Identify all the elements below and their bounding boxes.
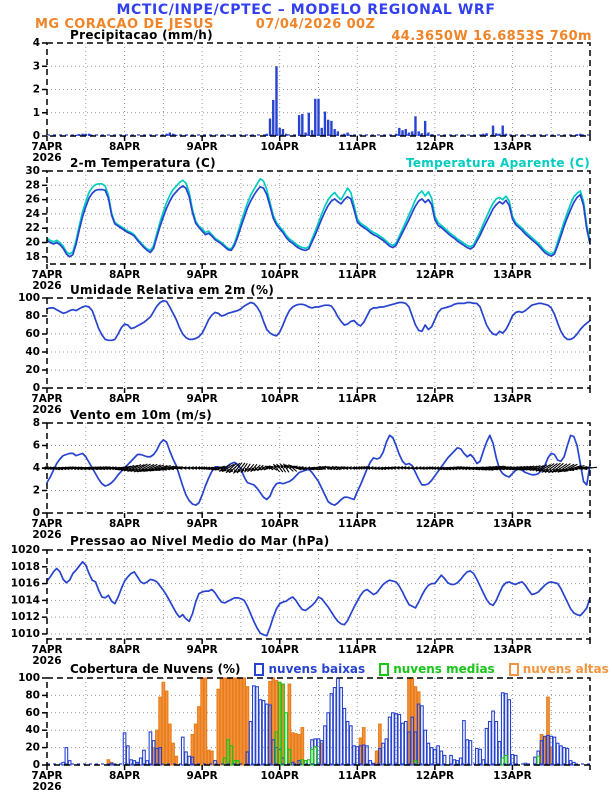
- x-day-label: 7APR: [31, 518, 63, 530]
- y-tick-label: 100: [18, 292, 40, 304]
- x-day-label: 13APR: [493, 393, 532, 405]
- x-day-label: 10APR: [260, 644, 299, 656]
- y-tick-label: 1018: [10, 560, 40, 573]
- y-tick-label: 20: [25, 364, 40, 376]
- y-tick-label: 40: [25, 724, 40, 737]
- y-tick-label: 24: [25, 207, 40, 220]
- high-clouds-legend-label: nuvens altas: [522, 662, 609, 676]
- station-name: MG CORACAO DE JESUS: [35, 17, 214, 32]
- x-day-label: 11APR: [338, 269, 377, 281]
- panel-frame: [47, 171, 590, 264]
- y-tick-label: 1010: [10, 627, 40, 640]
- x-day-label: 12APR: [415, 141, 455, 153]
- run-datetime: 07/04/2026 00Z: [255, 17, 376, 32]
- y-tick-label: 28: [25, 179, 40, 192]
- x-day-label: 7APR: [31, 644, 63, 656]
- y-tick-label: 60: [25, 328, 40, 340]
- x-day-label: 13APR: [493, 269, 532, 281]
- panel-1: [25, 165, 590, 292]
- mid-clouds-legend-label: nuvens medias: [393, 662, 495, 676]
- panel-title-pressure: Pressao ao Nivel Medio do Mar (hPa): [70, 534, 330, 548]
- x-year-label: 2026: [32, 655, 62, 667]
- x-year-label: 2026: [32, 280, 62, 292]
- y-tick-label: 8: [32, 417, 40, 429]
- x-day-label: 13APR: [493, 770, 532, 782]
- x-day-label: 13APR: [493, 644, 532, 656]
- x-day-label: 8APR: [108, 269, 141, 281]
- y-tick-label: 0: [32, 759, 40, 771]
- panel-5: [18, 672, 590, 792]
- x-day-label: 8APR: [108, 393, 141, 405]
- x-day-label: 13APR: [493, 141, 532, 153]
- panel-4: [11, 544, 590, 667]
- y-tick-label: 1014: [10, 594, 40, 607]
- x-day-label: 7APR: [31, 141, 63, 153]
- x-day-label: 7APR: [31, 770, 63, 782]
- x-day-label: 9APR: [186, 644, 218, 656]
- y-tick-label: 3: [32, 60, 40, 73]
- x-year-label: 2026: [32, 404, 62, 416]
- x-day-label: 9APR: [186, 770, 218, 782]
- y-tick-label: 4: [32, 462, 40, 474]
- y-tick-label: 60: [25, 706, 40, 719]
- y-tick-label: 0: [32, 382, 40, 394]
- x-day-label: 12APR: [415, 518, 455, 530]
- y-tick-label: 6: [32, 439, 40, 452]
- model-title: MCTIC/INPE/CPTEC – MODELO REGIONAL WRF: [116, 2, 496, 18]
- y-tick-label: 30: [25, 165, 40, 177]
- panel-title-apparent-temperature: Temperatura Aparente (C): [405, 156, 590, 170]
- y-tick-label: 1012: [10, 611, 40, 624]
- x-day-label: 9APR: [186, 518, 218, 530]
- x-day-label: 12APR: [415, 269, 455, 281]
- panel-frame: [47, 678, 590, 765]
- x-day-label: 8APR: [108, 770, 141, 782]
- y-tick-label: 22: [25, 222, 40, 235]
- y-tick-label: 20: [25, 236, 40, 249]
- x-day-label: 9APR: [186, 269, 218, 281]
- x-day-label: 11APR: [338, 644, 377, 656]
- panel-title-cloud-cover: Cobertura de Nuvens (%): [70, 662, 241, 676]
- y-tick-label: 1: [32, 106, 40, 119]
- x-day-label: 8APR: [108, 518, 141, 530]
- x-year-label: 2026: [32, 781, 62, 792]
- y-tick-label: 4: [32, 37, 40, 49]
- x-day-label: 8APR: [108, 644, 141, 656]
- panel-3: [31, 417, 597, 541]
- x-year-label: 2026: [32, 152, 62, 164]
- x-day-label: 11APR: [338, 770, 377, 782]
- panel-title-precipitation: Precipitacao (mm/h): [70, 28, 213, 42]
- x-day-label: 12APR: [415, 644, 455, 656]
- y-tick-label: 26: [25, 193, 40, 206]
- y-tick-label: 2: [32, 83, 40, 96]
- y-tick-label: 0: [32, 507, 40, 519]
- x-day-label: 9APR: [186, 393, 218, 405]
- x-day-label: 10APR: [260, 770, 299, 782]
- x-day-label: 7APR: [31, 393, 63, 405]
- panel-0: [31, 37, 590, 164]
- panel-title-humidity: Umidade Relativa em 2m (%): [70, 283, 275, 297]
- panel-2: [18, 292, 590, 416]
- panel-title-temperature: 2-m Temperatura (C): [70, 156, 216, 170]
- x-day-label: 7APR: [31, 269, 63, 281]
- x-day-label: 11APR: [338, 393, 377, 405]
- y-tick-label: 100: [18, 672, 40, 684]
- low-clouds-legend-label: nuvens baixas: [268, 662, 366, 676]
- location-coordinates: 44.3650W 16.6853S 760m: [391, 29, 592, 44]
- x-day-label: 8APR: [108, 141, 141, 153]
- x-day-label: 10APR: [260, 518, 299, 530]
- x-day-label: 9APR: [186, 141, 218, 153]
- y-tick-label: 1016: [10, 577, 40, 590]
- y-tick-label: 80: [25, 689, 40, 702]
- x-year-label: 2026: [32, 529, 62, 541]
- y-tick-label: 40: [25, 346, 40, 358]
- x-day-label: 12APR: [415, 393, 455, 405]
- y-tick-label: 2: [32, 484, 40, 497]
- x-day-label: 13APR: [493, 518, 532, 530]
- x-day-label: 11APR: [338, 141, 377, 153]
- y-tick-label: 1020: [10, 544, 40, 556]
- x-day-label: 12APR: [415, 770, 455, 782]
- panel-title-wind: Vento em 10m (m/s): [70, 408, 213, 422]
- y-tick-label: 0: [32, 130, 40, 142]
- y-tick-label: 80: [25, 310, 40, 322]
- x-day-label: 10APR: [260, 269, 299, 281]
- x-day-label: 10APR: [260, 141, 299, 153]
- y-tick-label: 18: [25, 250, 40, 263]
- x-day-label: 10APR: [260, 393, 299, 405]
- x-day-label: 11APR: [338, 518, 377, 530]
- y-tick-label: 20: [25, 741, 40, 754]
